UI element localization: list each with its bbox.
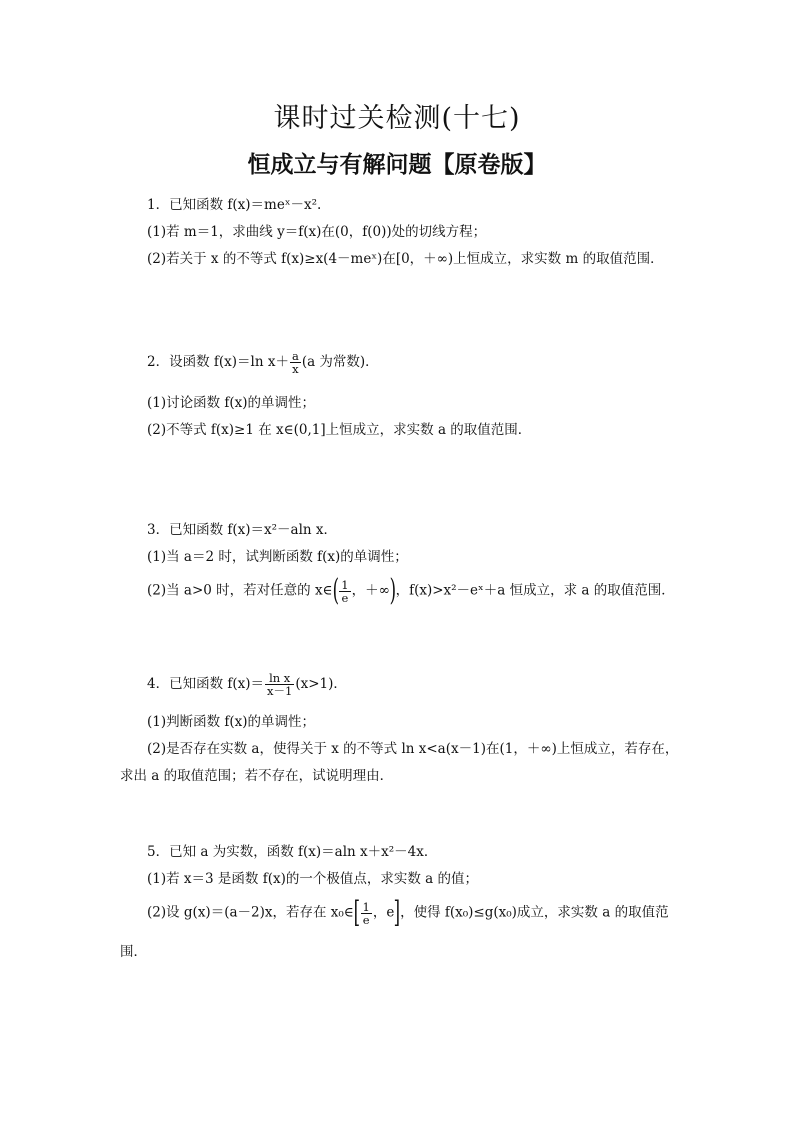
fraction-numerator: a bbox=[291, 349, 299, 363]
problem-2-stem-post: (a 为常数)． bbox=[301, 354, 379, 370]
interval-rest: ，＋∞ bbox=[351, 582, 390, 599]
problem-3-stem: 3．已知函数 f(x)＝x²－aln x． bbox=[147, 522, 338, 538]
problem-1-part-1: (1)若 m＝1，求曲线 y＝f(x)在(0，f(0))处的切线方程； bbox=[147, 224, 487, 240]
problem-5-stem: 5．已知 a 为实数，函数 f(x)＝aln x＋x²－4x． bbox=[147, 844, 438, 860]
fraction bbox=[339, 579, 350, 604]
fraction-numerator: ln x bbox=[265, 672, 294, 685]
problem-4-part-2-cont: 求出 a 的取值范围；若不存在，试说明理由． bbox=[120, 768, 394, 784]
left-bracket: [ bbox=[353, 895, 360, 930]
problem-5-part-2 bbox=[147, 895, 669, 930]
problem-2-stem bbox=[147, 350, 379, 375]
right-bracket: ] bbox=[393, 895, 401, 930]
page-title: 课时过关检测(十七) bbox=[273, 103, 521, 134]
problem-5-part-2-cont: 围． bbox=[120, 944, 147, 960]
problem-4-stem bbox=[147, 672, 347, 697]
problem-2-stem-pre: 2．设函数 f(x)＝ln x＋ bbox=[147, 354, 289, 370]
problem-3-part-2-post: ，f(x)>x²－eˣ＋a 恒成立，求 a 的取值范围． bbox=[395, 582, 675, 599]
problem-2-part-1: (1)讨论函数 f(x)的单调性； bbox=[147, 395, 316, 411]
problem-3-part-2 bbox=[147, 573, 675, 608]
fraction-denominator: e bbox=[362, 912, 370, 927]
fraction-numerator: 1 bbox=[341, 577, 349, 592]
interval-rest: ，e bbox=[372, 904, 395, 921]
problem-5-part-2-post: ，使得 f(x₀)≤g(x₀)成立，求实数 a 的取值范 bbox=[400, 904, 669, 921]
fraction-numerator: 1 bbox=[362, 899, 370, 914]
problem-3-part-2-pre: (2)当 a>0 时，若对任意的 x∈ bbox=[147, 582, 333, 599]
problem-1-stem: 1．已知函数 f(x)＝meˣ－x². bbox=[147, 197, 322, 213]
problem-4-part-1: (1)判断函数 f(x)的单调性； bbox=[147, 714, 316, 730]
fraction bbox=[361, 901, 372, 926]
fraction-denominator: x bbox=[292, 362, 299, 376]
fraction-denominator: x－1 bbox=[267, 684, 293, 698]
fraction bbox=[290, 350, 301, 375]
problem-3-part-1: (1)当 a＝2 时，试判断函数 f(x)的单调性； bbox=[147, 549, 408, 565]
problem-2-part-2: (2)不等式 f(x)≥1 在 x∈(0,1]上恒成立，求实数 a 的取值范围． bbox=[147, 422, 532, 438]
fraction-denominator: e bbox=[341, 590, 349, 605]
right-paren: ) bbox=[389, 573, 396, 608]
page-subtitle: 恒成立与有解问题【原卷版】 bbox=[247, 151, 547, 178]
problem-4-part-2: (2)是否存在实数 a，使得关于 x 的不等式 ln x<a(x－1)在(1，＋∞)上恒成立，若存在， bbox=[147, 741, 679, 757]
problem-5-part-1: (1)若 x＝3 是函数 f(x)的一个极值点，求实数 a 的值； bbox=[147, 871, 478, 887]
problem-5-part-2-pre: (2)设 g(x)＝(a－2)x，若存在 x₀∈ bbox=[147, 904, 354, 921]
left-paren: ( bbox=[332, 573, 339, 608]
fraction bbox=[265, 672, 294, 697]
problem-1-part-2: (2)若关于 x 的不等式 f(x)≥x(4－meˣ)在[0，＋∞)上恒成立，求实数 m 的取值范围． bbox=[147, 251, 664, 267]
problem-4-stem-post: (x>1)． bbox=[295, 676, 347, 692]
problem-4-stem-pre: 4．已知函数 f(x)＝ bbox=[147, 676, 265, 692]
